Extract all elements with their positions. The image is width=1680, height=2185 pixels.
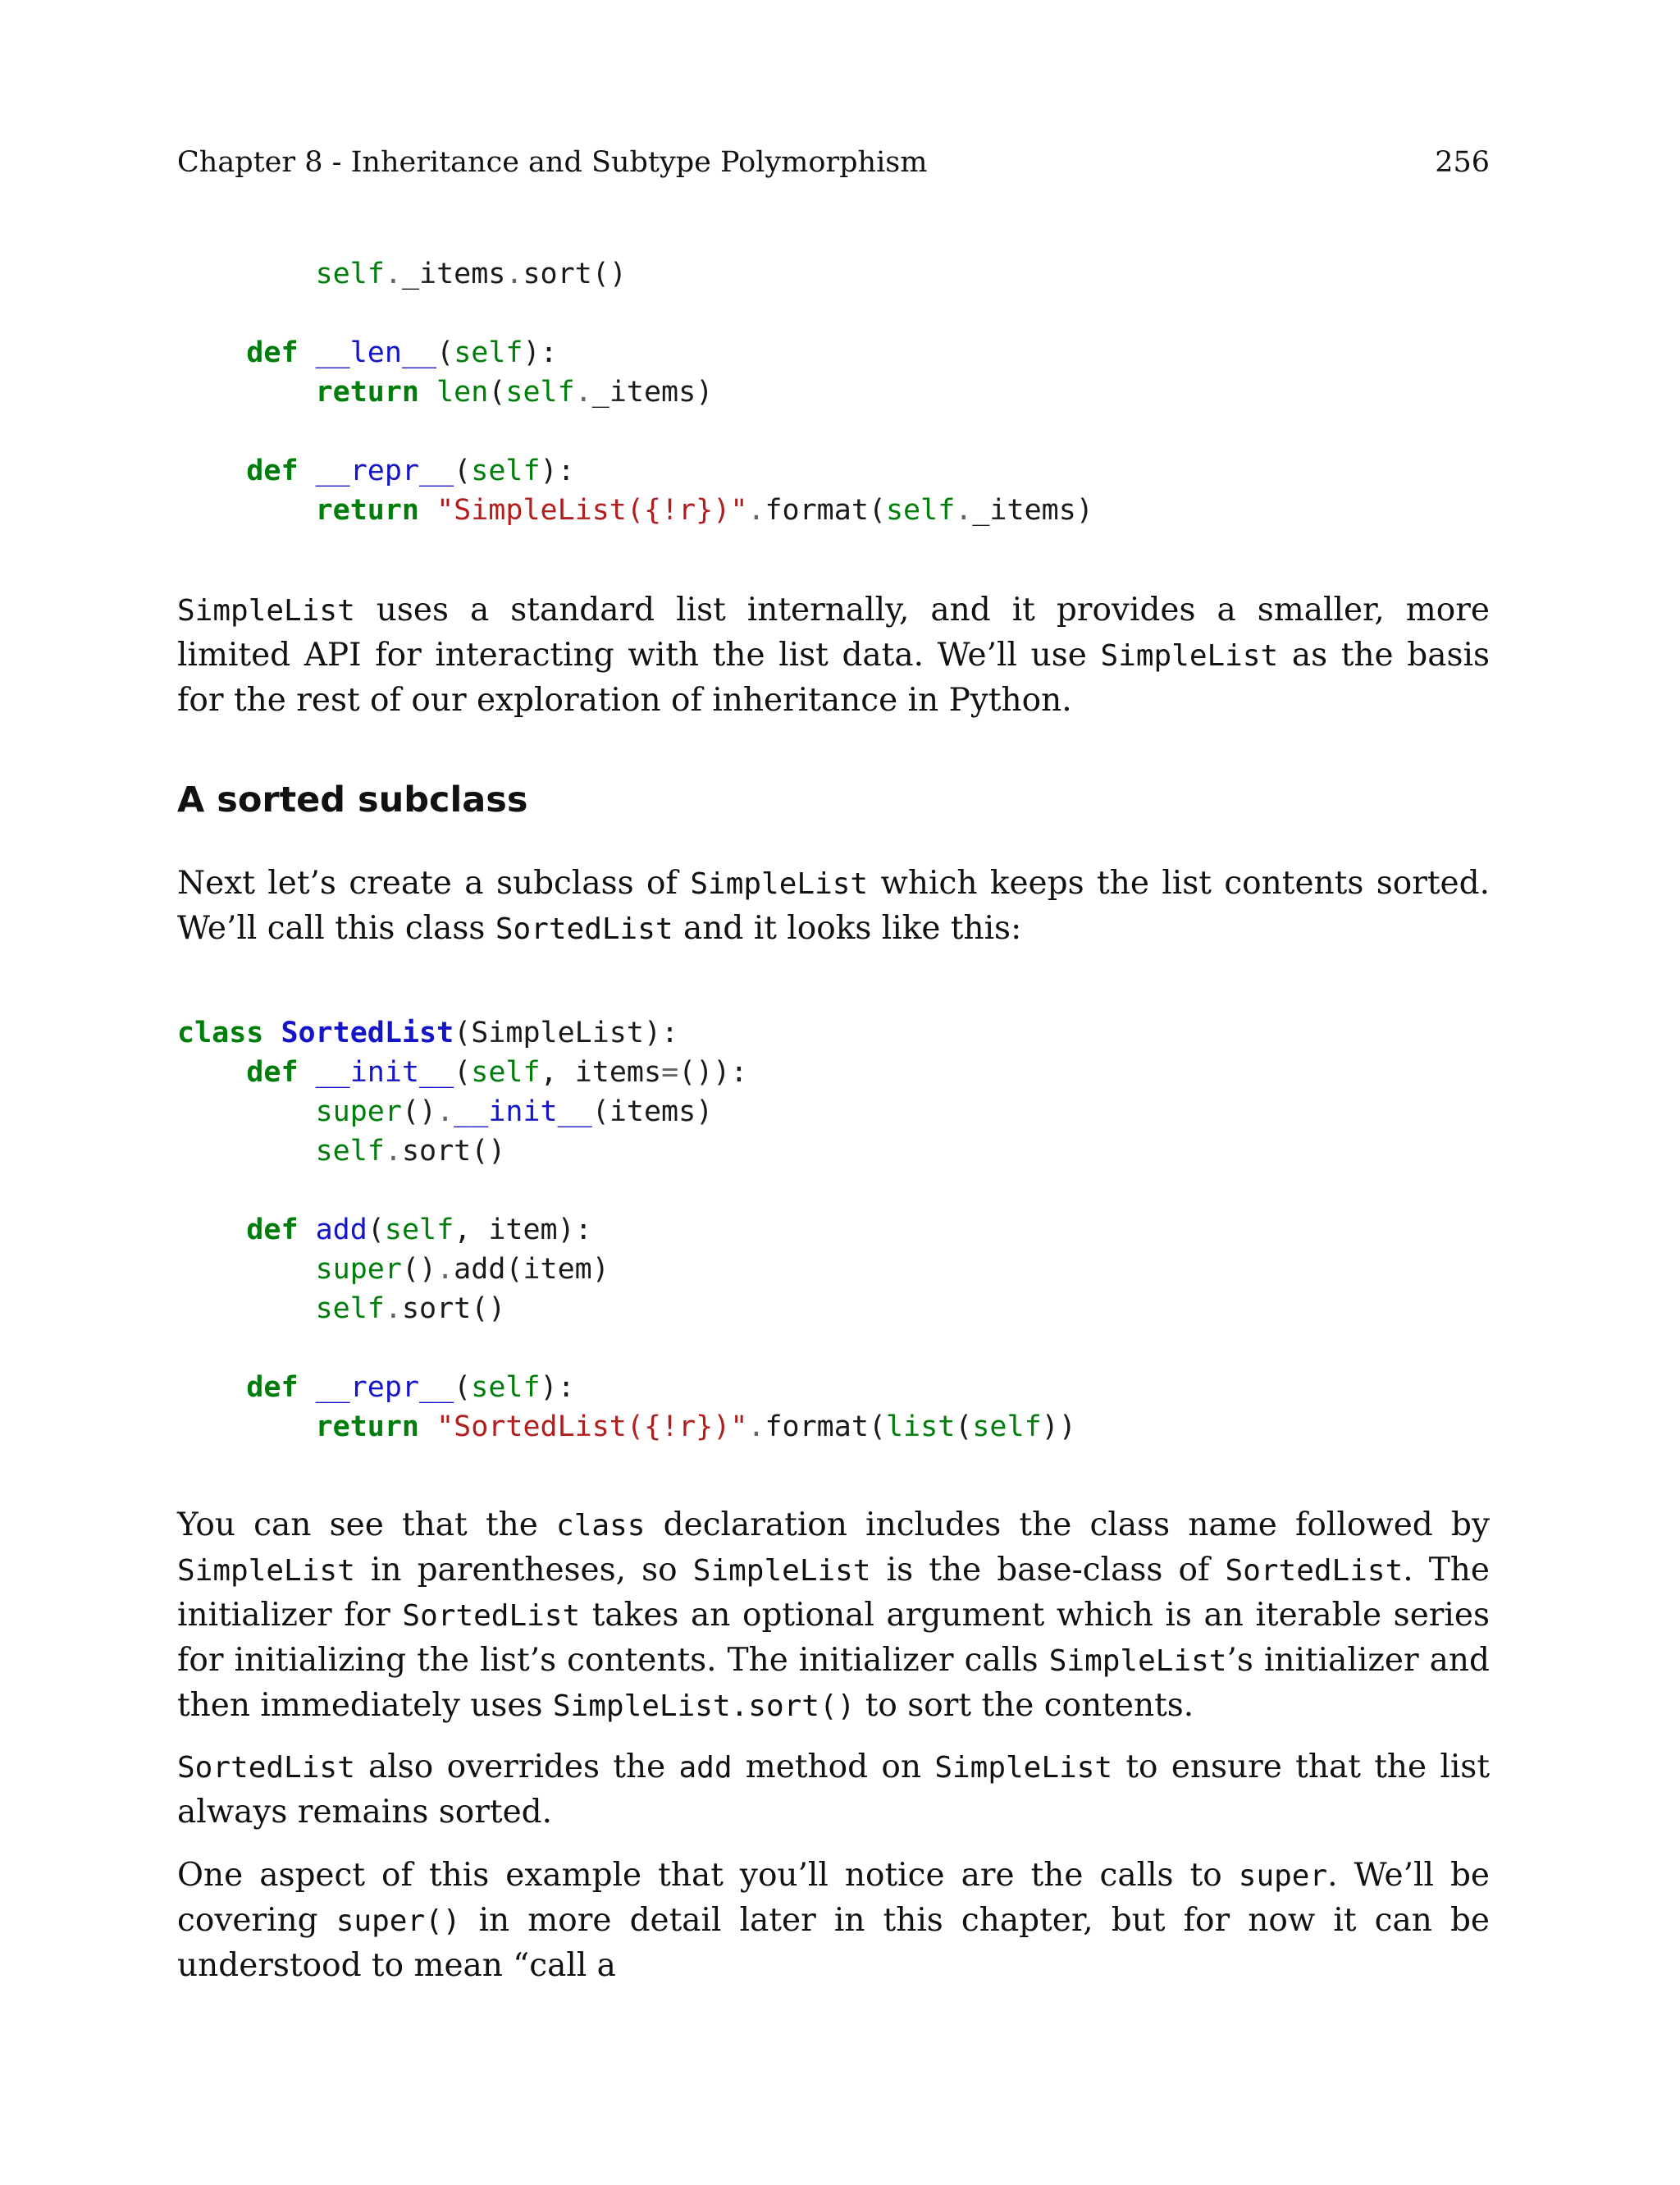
paragraph-text: One aspect of this example that you’ll notice are the calls to	[177, 1857, 1239, 1894]
paragraph-class-declaration	[177, 1503, 1490, 1729]
inline-code: SimpleList	[177, 594, 355, 628]
inline-code: SimpleList.sort()	[552, 1689, 856, 1723]
inline-code: SortedList	[177, 1751, 355, 1785]
code-line: def __repr__(self):	[246, 1371, 575, 1404]
inline-code: SimpleList	[177, 1554, 355, 1588]
inline-code: super	[1238, 1859, 1328, 1893]
code-block-sortedlist	[177, 1013, 1076, 1447]
code-block-simplelist-end	[177, 254, 1093, 530]
code-line: self.sort()	[315, 1135, 506, 1168]
inline-code: SortedList	[402, 1599, 581, 1633]
page-header	[177, 146, 1490, 195]
paragraph-text: declaration includes the class name followed by	[645, 1506, 1490, 1543]
code-line: self._items.sort()	[315, 258, 627, 290]
code-line: return "SortedList({!r})".format(list(self))	[315, 1410, 1076, 1443]
paragraph-sortedlist-intro	[177, 862, 1490, 952]
paragraph-add-override	[177, 1745, 1490, 1835]
inline-code: class	[556, 1509, 646, 1543]
paragraph-text: and it looks like this:	[673, 910, 1022, 947]
paragraph-super-calls	[177, 1854, 1490, 1988]
paragraph-text: to ensure that the list always remains sorted.	[177, 1748, 1490, 1831]
paragraph-text: Next let’s create a subclass of	[177, 865, 691, 902]
inline-code: SimpleList	[690, 867, 869, 901]
page-number: 256	[1435, 146, 1490, 179]
paragraph-text: which keeps the list contents sorted. We’ll call this class	[177, 865, 1490, 947]
paragraph-text: . We’ll be covering	[177, 1857, 1490, 1939]
code-line: def __init__(self, items=()):	[246, 1056, 748, 1089]
inline-code: SimpleList	[692, 1554, 871, 1588]
inline-code: SimpleList	[934, 1751, 1113, 1785]
inline-code: SimpleList	[1100, 639, 1279, 673]
paragraph-text: as the basis for the rest of our exploration of inheritance in Python.	[177, 637, 1491, 719]
inline-code: SimpleList	[1048, 1644, 1227, 1678]
paragraph-text: ’s initializer and then immediately uses	[177, 1642, 1491, 1724]
code-line	[177, 412, 1093, 451]
code-line: def __repr__(self):	[246, 455, 575, 487]
code-line: class SortedList(SimpleList):	[177, 1017, 679, 1049]
paragraph-text: takes an optional argument which is an iterable series for initializing the list’s contents. The initializer calls	[177, 1597, 1490, 1679]
code-line: def add(self, item):	[246, 1214, 592, 1246]
paragraph-text: in parentheses, so	[354, 1552, 693, 1588]
paragraph-text: in more detail later in this chapter, but for now it can be understood to mean “call a	[177, 1902, 1490, 1984]
paragraph-text: to sort the contents.	[855, 1687, 1194, 1724]
code-line	[177, 294, 1093, 333]
chapter-title: Chapter 8 - Inheritance and Subtype Polymorphism	[177, 146, 928, 179]
paragraph-text: uses a standard list internally, and it provides a smaller, more limited API for interacting with the list data. We’ll use	[177, 592, 1490, 674]
paragraph-text: You can see that the	[177, 1506, 557, 1543]
code-line: def __len__(self):	[246, 336, 558, 369]
paragraph-simplelist-intro	[177, 588, 1490, 723]
code-line: super().add(item)	[315, 1253, 609, 1286]
inline-code: super()	[336, 1904, 461, 1938]
code-line: self.sort()	[315, 1292, 506, 1325]
inline-code: SortedList	[495, 912, 673, 946]
paragraph-text: is the base-class of	[870, 1552, 1226, 1588]
paragraph-text: also overrides the	[354, 1748, 679, 1785]
code-line	[177, 1171, 1076, 1210]
code-line: super().__init__(items)	[315, 1095, 714, 1128]
code-line: return "SimpleList({!r})".format(self._items)	[315, 494, 1093, 527]
paragraph-text: . The initializer for	[177, 1552, 1490, 1634]
section-heading: A sorted subclass	[177, 779, 528, 821]
inline-code: add	[678, 1751, 733, 1785]
inline-code: SortedList	[1225, 1554, 1404, 1588]
code-line	[177, 1328, 1076, 1368]
code-line: return len(self._items)	[315, 376, 714, 409]
paragraph-text: method on	[732, 1748, 935, 1785]
